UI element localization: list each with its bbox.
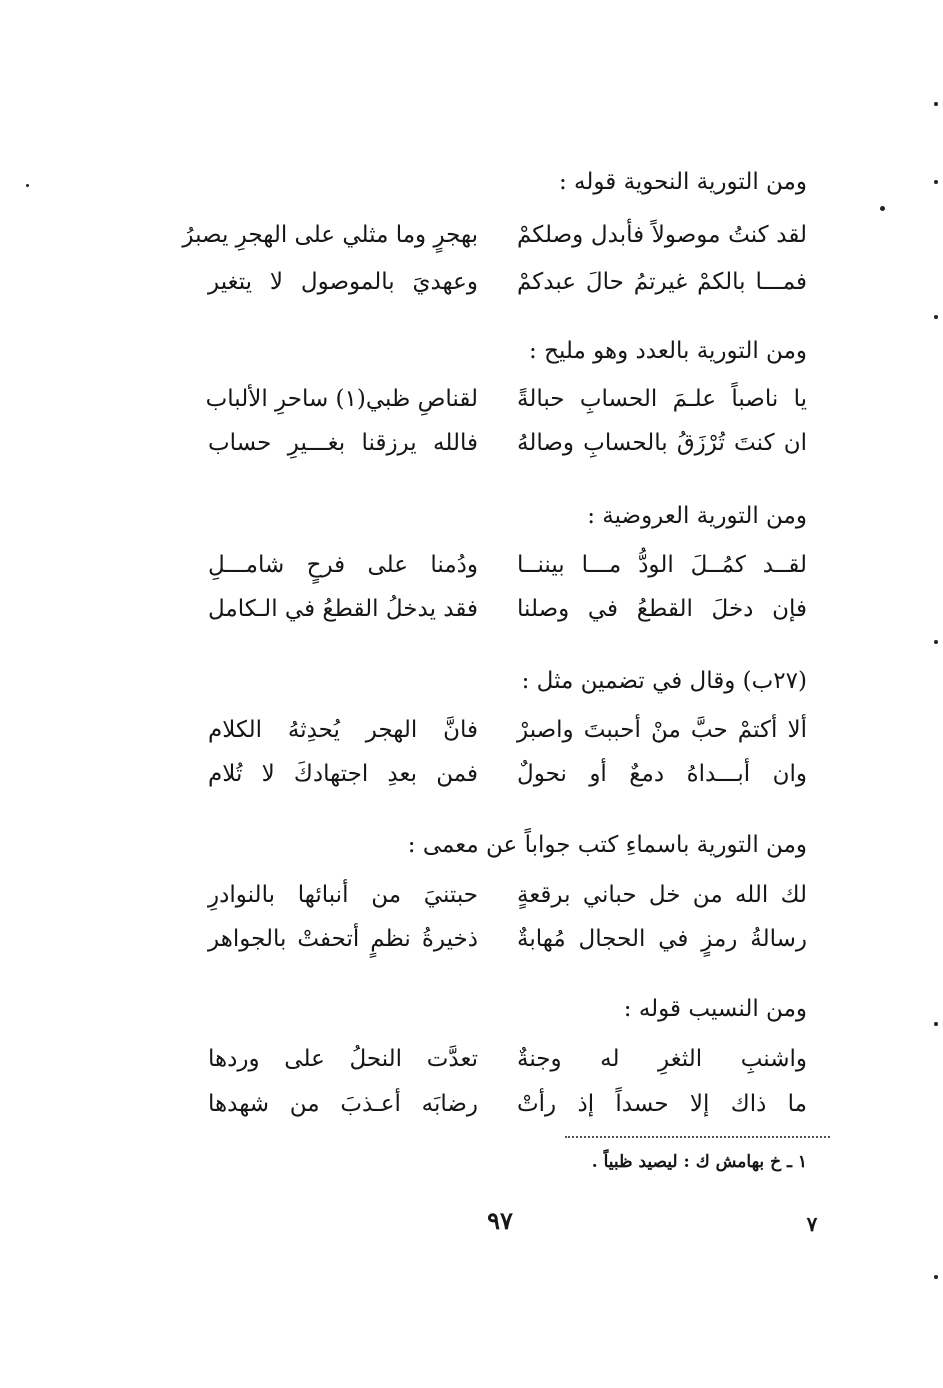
verse-hemistich-right: لك الله من خل حباني برقعةٍ	[517, 882, 807, 908]
ink-speck	[934, 1022, 938, 1026]
ink-speck	[26, 184, 29, 187]
verse-hemistich-right: فمـــا بالكمْ غيرتمُ حالَ عبدكمْ	[517, 269, 807, 295]
section-heading: ومن التورية بالعدد وهو مليح :	[529, 338, 807, 364]
section-heading: ومن التورية باسماءِ كتب جواباً عن معمى :	[407, 832, 807, 858]
section-heading: (٢٧ب) وقال في تضمين مثل :	[521, 668, 807, 694]
ink-speck	[934, 640, 938, 644]
signature-mark: ٧	[806, 1212, 818, 1236]
verse-hemistich-left: رضابَه أعـذبَ من شهدها	[208, 1091, 478, 1117]
verse-hemistich-right: فإن دخلَ القطعُ في وصلنا	[517, 596, 807, 622]
verse-hemistich-left: فالله يرزقنا بغـــيرِ حساب	[208, 430, 478, 456]
verse-hemistich-left: ودُمنا على فرحٍ شامـــلِ	[208, 552, 478, 578]
verse-hemistich-right: وان أبـــداهُ دمعٌ أو نحولٌ	[517, 761, 807, 787]
ink-speck	[934, 180, 938, 184]
ink-speck	[934, 1275, 938, 1279]
ink-speck	[880, 206, 885, 211]
verse-hemistich-right: رسالةُ رمزٍ في الحجال مُهابةٌ	[517, 926, 807, 952]
section-heading: ومن التورية النحوية قوله :	[558, 169, 807, 195]
verse-hemistich-left: فقد يدخلُ القطعُ في الـكامل	[208, 596, 478, 622]
ink-speck	[934, 315, 938, 319]
page-number: ٩٧	[487, 1206, 513, 1235]
verse-hemistich-left: وعهديَ بالموصول لا يتغير	[208, 269, 478, 295]
verse-hemistich-right: لقــد كمُــلَ الودُّ مـــا بيننــا	[517, 552, 807, 578]
section-heading: ومن النسيب قوله :	[623, 996, 807, 1022]
verse-hemistich-left: حبتنيَ من أنبائها بالنوادرِ	[208, 882, 478, 908]
ink-speck	[934, 102, 938, 106]
verse-hemistich-right: ان كنتَ تُرْزَقُ بالحسابِ وصالهُ	[517, 430, 807, 456]
footnote: ١ ـ خ بهامش ك : ليصيد ظبياً .	[591, 1152, 807, 1172]
verse-hemistich-left: ذخيرةُ نظمٍ أتحفتْ بالجواهر	[208, 926, 478, 952]
verse-hemistich-right: واشنبِ الثغرِ له وجنةٌ	[517, 1046, 807, 1072]
verse-hemistich-left: تعدَّت النحلُ على وردها	[208, 1046, 478, 1072]
verse-hemistich-right: ألا أكتمْ حبَّ منْ أحببتَ واصبرْ	[517, 717, 807, 743]
verse-hemistich-left: بهجرٍ وما مثلي على الهجرِ يصبرُ	[182, 222, 478, 248]
verse-hemistich-right: ما ذاك إلا حسداً إذ رأتْ	[517, 1091, 807, 1117]
verse-hemistich-right: لقد كنتُ موصولاً فأبدل وصلكمْ	[517, 222, 807, 248]
footnote-separator	[565, 1136, 830, 1138]
verse-hemistich-right: يا ناصباً علـمَ الحسابِ حبالةً	[517, 386, 807, 412]
section-heading: ومن التورية العروضية :	[587, 503, 807, 529]
verse-hemistich-left: فانَّ الهجر يُحدِثهُ الكلام	[208, 717, 478, 743]
verse-hemistich-left: فمن بعدِ اجتهادكَ لا تُلام	[208, 761, 478, 787]
verse-hemistich-left: لقناصِ ظبي(١) ساحرِ الألباب	[205, 386, 478, 412]
